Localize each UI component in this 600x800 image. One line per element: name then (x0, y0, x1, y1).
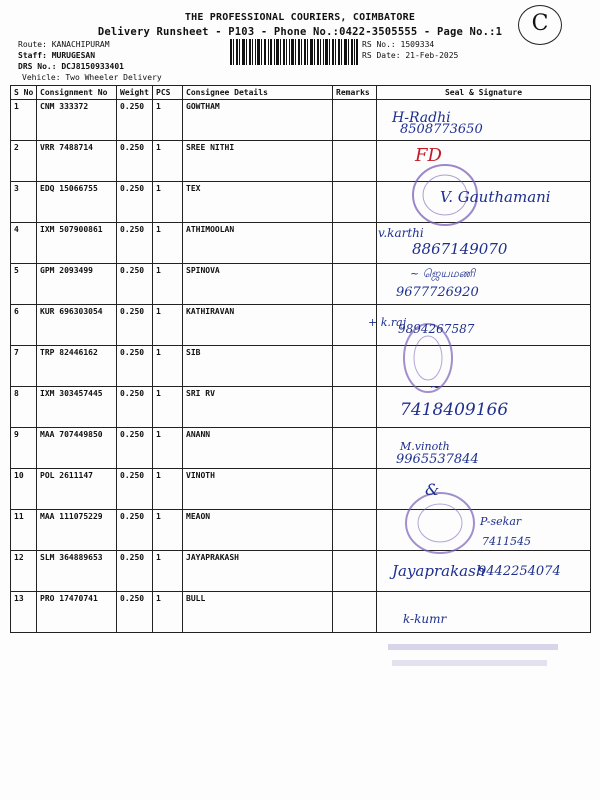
cell-sno: 7 (11, 346, 37, 387)
cell-sno: 4 (11, 223, 37, 264)
cell-consignment: KUR 696303054 (37, 305, 117, 346)
handwritten-phone-9: 9965537844 (396, 452, 479, 467)
route-label: Route: KANACHIPURAM (18, 40, 110, 49)
cell-weight: 0.250 (117, 592, 153, 633)
rs-number: RS No.: 1509334 (362, 40, 435, 49)
cell-consignee: SRI RV (183, 387, 333, 428)
handwritten-phone-4: 8867149070 (412, 240, 508, 258)
delivery-table (10, 85, 591, 633)
cell-pcs: 1 (153, 100, 183, 141)
faint-mark (388, 644, 558, 650)
cell-consignment: IXM 507900861 (37, 223, 117, 264)
cell-sno: 12 (11, 551, 37, 592)
cell-sno: 8 (11, 387, 37, 428)
cell-remarks (333, 141, 377, 182)
table-row (11, 100, 591, 141)
cell-pcs: 1 (153, 387, 183, 428)
handwritten-sign-1: H-Radhi (392, 110, 451, 126)
table-row (11, 346, 591, 387)
handwritten-fd: FD (415, 145, 442, 166)
cell-pcs: 1 (153, 469, 183, 510)
cell-remarks (333, 223, 377, 264)
handwritten-phone-12: 9442254074 (478, 564, 561, 579)
cell-consignment: GPM 2093499 (37, 264, 117, 305)
handwritten-sign-10: & (425, 480, 440, 499)
cell-remarks (333, 510, 377, 551)
cell-weight: 0.250 (117, 223, 153, 264)
cell-weight: 0.250 (117, 264, 153, 305)
col-signature: Seal & Signature (377, 86, 591, 100)
rs-date: RS Date: 21-Feb-2025 (362, 51, 459, 60)
handwritten-phone-6: 9894267587 (398, 322, 475, 336)
cell-sno: 11 (11, 510, 37, 551)
cell-sno: 3 (11, 182, 37, 223)
cell-remarks (333, 551, 377, 592)
seal-stamp (400, 488, 480, 558)
cell-weight: 0.250 (117, 182, 153, 223)
vehicle-label: Vehicle: Two Wheeler Delivery (22, 73, 162, 82)
cell-consignment: TRP 82446162 (37, 346, 117, 387)
cell-sno: 5 (11, 264, 37, 305)
cell-weight: 0.250 (117, 346, 153, 387)
barcode-image (230, 39, 358, 65)
cell-consignment: IXM 303457445 (37, 387, 117, 428)
cell-sno: 1 (11, 100, 37, 141)
cell-pcs: 1 (153, 223, 183, 264)
table-row (11, 305, 591, 346)
cell-pcs: 1 (153, 592, 183, 633)
cell-pcs: 1 (153, 264, 183, 305)
faint-mark (392, 660, 547, 666)
handwritten-sign-11: P-sekar (480, 515, 522, 528)
handwritten-phone-1: 8508773650 (400, 122, 483, 137)
cell-remarks (333, 100, 377, 141)
cell-weight: 0.250 (117, 551, 153, 592)
runsheet-title: Delivery Runsheet - P103 - Phone No.:0422-3505555 - Page No.:1 (97, 26, 503, 38)
cell-consignment: POL 2611147 (37, 469, 117, 510)
cell-pcs: 1 (153, 346, 183, 387)
cell-sno: 2 (11, 141, 37, 182)
cell-remarks (333, 469, 377, 510)
cell-consignee: SIB (183, 346, 333, 387)
cell-consignment: MAA 111075229 (37, 510, 117, 551)
cell-remarks (333, 428, 377, 469)
col-weight: Weight (117, 86, 153, 100)
cell-sno: 6 (11, 305, 37, 346)
handwritten-sign-3: V. Gauthamani (440, 188, 551, 206)
handwritten-sign-7: ~ (430, 380, 441, 394)
cell-weight: 0.250 (117, 469, 153, 510)
table-row (11, 264, 591, 305)
cell-pcs: 1 (153, 428, 183, 469)
cell-weight: 0.250 (117, 428, 153, 469)
col-consignee: Consignee Details (183, 86, 333, 100)
handwritten-sign-4: v.karthi (378, 226, 424, 240)
cell-consignment: PRO 17470741 (37, 592, 117, 633)
cell-pcs: 1 (153, 551, 183, 592)
handwritten-phone-5: 9677726920 (396, 285, 479, 300)
cell-weight: 0.250 (117, 141, 153, 182)
handwritten-phone-11: 7411545 (482, 535, 531, 548)
cell-weight: 0.250 (117, 100, 153, 141)
cell-consignment: CNM 333372 (37, 100, 117, 141)
cell-remarks (333, 387, 377, 428)
cell-consignee: BULL (183, 592, 333, 633)
cell-consignment: SLM 364889653 (37, 551, 117, 592)
col-sno: S No (11, 86, 37, 100)
cell-weight: 0.250 (117, 510, 153, 551)
cell-consignee: GOWTHAM (183, 100, 333, 141)
col-remarks: Remarks (333, 86, 377, 100)
cell-consignee: VINOTH (183, 469, 333, 510)
cell-consignee: MEAON (183, 510, 333, 551)
cell-consignment: VRR 7488714 (37, 141, 117, 182)
cell-sno: 9 (11, 428, 37, 469)
cell-remarks (333, 264, 377, 305)
cell-pcs: 1 (153, 305, 183, 346)
handwritten-sign-13: k-kumr (403, 612, 447, 626)
table-header-row (11, 86, 591, 100)
handwritten-sign-12: Jayaprakash (392, 562, 486, 580)
cell-consignee: SPINOVA (183, 264, 333, 305)
company-title: THE PROFESSIONAL COURIERS, COIMBATORE (184, 12, 416, 23)
cell-remarks (333, 346, 377, 387)
handwritten-phone-8: 7418409166 (400, 400, 509, 420)
table-row (11, 592, 591, 633)
cell-weight: 0.250 (117, 305, 153, 346)
handwritten-sign-6: + k.raj (368, 316, 407, 329)
cell-sno: 10 (11, 469, 37, 510)
cell-sno: 13 (11, 592, 37, 633)
cell-consignment: EDQ 15066755 (37, 182, 117, 223)
staff-label: Staff: MURUGESAN (18, 51, 96, 60)
cell-consignee: JAYAPRAKASH (183, 551, 333, 592)
handwritten-sign-9: M.vinoth (400, 440, 450, 453)
cell-consignee: SREE NITHI (183, 141, 333, 182)
cell-consignee: ANANN (183, 428, 333, 469)
table-row (11, 428, 591, 469)
cell-pcs: 1 (153, 182, 183, 223)
table-row (11, 469, 591, 510)
cell-consignment: MAA 707449850 (37, 428, 117, 469)
col-pcs: PCS (153, 86, 183, 100)
cell-consignee: KATHIRAVAN (183, 305, 333, 346)
drs-label: DRS No.: DCJ8150933401 (18, 62, 124, 71)
cell-pcs: 1 (153, 510, 183, 551)
cell-remarks (333, 182, 377, 223)
cell-weight: 0.250 (117, 387, 153, 428)
col-consignment: Consignment No (37, 86, 117, 100)
cell-remarks (333, 592, 377, 633)
cell-consignee: ATHIMOOLAN (183, 223, 333, 264)
cell-consignee: TEX (183, 182, 333, 223)
handwritten-sign-5: ~ ஜெயமணி (410, 267, 476, 280)
page-mark: C (518, 5, 562, 45)
table-row (11, 141, 591, 182)
cell-pcs: 1 (153, 141, 183, 182)
